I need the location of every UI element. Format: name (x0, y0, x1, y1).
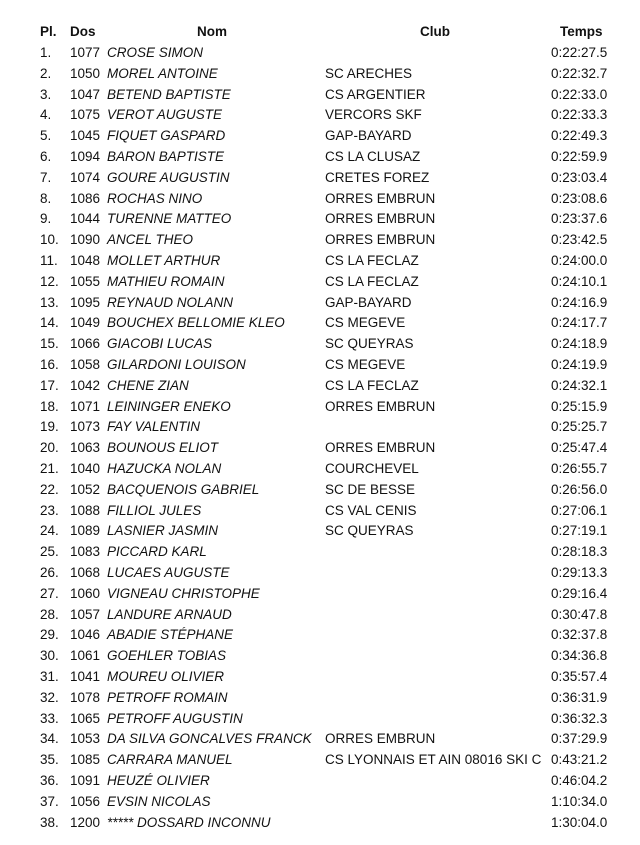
name-cell: GOURE AUGUSTIN (107, 169, 230, 185)
bib-cell: 1094 (70, 149, 101, 164)
bib-cell: 1060 (70, 585, 101, 601)
club-cell: VERCORS SKF (325, 107, 422, 123)
club-cell: CS ARGENTIER (325, 86, 426, 102)
table-row (0, 565, 640, 586)
name-cell: BARON BAPTISTE (107, 149, 225, 164)
bib-cell: 1055 (70, 273, 101, 289)
bib-cell: 1088 (70, 502, 101, 518)
table-row (0, 170, 640, 191)
bib-cell: 1074 (70, 169, 101, 185)
bib-cell: 1075 (70, 107, 101, 123)
name-cell: FIQUET GASPARD (107, 128, 226, 144)
bib-cell: 1047 (70, 86, 101, 102)
place-cell: 13. (40, 294, 59, 310)
table-row (0, 232, 640, 253)
bib-cell: 1200 (70, 814, 101, 830)
time-cell: 0:36:31.9 (551, 689, 608, 705)
table-row (0, 523, 640, 544)
club-cell: CS VAL CENIS (325, 502, 417, 518)
bib-cell: 1049 (70, 315, 101, 331)
name-cell: BETEND BAPTISTE (107, 86, 231, 102)
name-cell: ABADIE STÉPHANE (107, 627, 234, 643)
place-cell: 32. (40, 689, 59, 705)
place-cell: 24. (40, 523, 59, 539)
bib-cell: 1044 (70, 211, 101, 227)
place-cell: 9. (40, 211, 52, 227)
place-cell: 25. (40, 544, 59, 560)
table-row (0, 544, 640, 565)
time-cell: 0:25:15.9 (551, 398, 608, 414)
time-cell: 0:25:25.7 (551, 419, 608, 435)
bib-cell: 1091 (70, 773, 101, 788)
place-cell: 16. (40, 357, 59, 372)
time-cell: 0:26:56.0 (551, 481, 608, 497)
bib-cell: 1052 (70, 481, 101, 497)
bib-cell: 1071 (70, 398, 101, 414)
name-cell: FILLIOL JULES (107, 502, 202, 518)
place-cell: 20. (40, 440, 59, 456)
bib-cell: 1086 (70, 190, 101, 206)
table-row (0, 419, 640, 440)
bib-cell: 1042 (70, 377, 101, 393)
table-row (0, 191, 640, 212)
time-cell: 0:32:37.8 (551, 627, 608, 643)
header-pl: Pl. (40, 24, 57, 39)
time-cell: 0:24:32.1 (551, 377, 608, 393)
name-cell: VEROT AUGUSTE (107, 107, 223, 123)
table-row (0, 794, 640, 815)
name-cell: BOUNOUS ELIOT (107, 440, 219, 456)
name-cell: GOEHLER TOBIAS (107, 648, 227, 664)
place-cell: 33. (40, 710, 59, 726)
name-cell: CHENE ZIAN (107, 377, 189, 393)
club-cell: CS LA CLUSAZ (325, 149, 421, 164)
club-cell: SC ARECHES (325, 65, 413, 81)
name-cell: TURENNE MATTEO (107, 211, 232, 227)
time-cell: 0:24:16.9 (551, 294, 608, 310)
time-cell: 0:37:29.9 (551, 731, 608, 747)
table-row (0, 440, 640, 461)
header-nom: Nom (197, 24, 227, 39)
name-cell: LASNIER JASMIN (107, 523, 219, 539)
bib-cell: 1077 (70, 45, 101, 60)
bib-cell: 1045 (70, 128, 101, 144)
name-cell: MOREL ANTOINE (107, 65, 218, 81)
bib-cell: 1050 (70, 65, 101, 81)
header-club: Club (420, 24, 450, 39)
time-cell: 0:23:08.6 (551, 190, 608, 206)
place-cell: 17. (40, 377, 59, 393)
place-cell: 15. (40, 336, 59, 352)
place-cell: 35. (40, 752, 59, 768)
table-row (0, 731, 640, 752)
time-cell: 0:26:55.7 (551, 461, 608, 476)
name-cell: GIACOBI LUCAS (107, 336, 213, 352)
place-cell: 29. (40, 627, 59, 643)
table-row (0, 669, 640, 690)
club-cell: ORRES EMBRUN (325, 190, 436, 206)
time-cell: 0:24:17.7 (551, 315, 608, 331)
name-cell: MOLLET ARTHUR (107, 253, 221, 268)
place-cell: 5. (40, 128, 52, 144)
bib-cell: 1078 (70, 689, 101, 705)
bib-cell: 1046 (70, 627, 101, 643)
place-cell: 19. (40, 419, 59, 435)
place-cell: 21. (40, 461, 59, 476)
place-cell: 23. (40, 502, 59, 518)
header-temps: Temps (560, 24, 603, 39)
time-cell: 0:23:42.5 (551, 232, 608, 248)
time-cell: 0:22:27.5 (551, 45, 608, 60)
bib-cell: 1057 (70, 606, 101, 622)
time-cell: 0:43:21.2 (551, 752, 608, 768)
time-cell: 0:24:00.0 (551, 253, 608, 268)
club-cell: CS LA FECLAZ (325, 273, 419, 289)
time-cell: 1:10:34.0 (551, 793, 608, 809)
time-cell: 0:36:32.3 (551, 710, 608, 726)
place-cell: 14. (40, 315, 59, 331)
club-cell: CS MEGEVE (325, 315, 406, 331)
time-cell: 0:22:33.0 (551, 86, 608, 102)
time-cell: 0:25:47.4 (551, 440, 608, 456)
name-cell: LUCAES AUGUSTE (107, 565, 230, 580)
name-cell: PETROFF AUGUSTIN (107, 710, 243, 726)
table-row (0, 482, 640, 503)
name-cell: LANDURE ARNAUD (107, 606, 232, 622)
club-cell: CRETES FOREZ (325, 169, 430, 185)
place-cell: 10. (40, 232, 59, 248)
bib-cell: 1073 (70, 419, 101, 435)
place-cell: 3. (40, 86, 52, 102)
place-cell: 22. (40, 481, 59, 497)
name-cell: GILARDONI LOUISON (107, 357, 246, 372)
time-cell: 0:29:13.3 (551, 565, 608, 580)
time-cell: 0:27:06.1 (551, 502, 608, 518)
table-row (0, 87, 640, 108)
club-cell: COURCHEVEL (325, 461, 419, 476)
club-cell: CS LYONNAIS ET AIN 08016 SKI C (325, 752, 542, 768)
place-cell: 8. (40, 190, 52, 206)
time-cell: 0:24:18.9 (551, 336, 608, 352)
place-cell: 27. (40, 585, 59, 601)
name-cell: REYNAUD NOLANN (107, 294, 234, 310)
name-cell: EVSIN NICOLAS (107, 793, 211, 809)
bib-cell: 1061 (70, 648, 101, 664)
table-row (0, 461, 640, 482)
table-row (0, 815, 640, 836)
place-cell: 18. (40, 398, 59, 414)
bib-cell: 1090 (70, 232, 101, 248)
club-cell: CS LA FECLAZ (325, 253, 419, 268)
name-cell: ROCHAS NINO (107, 190, 203, 206)
name-cell: HAZUCKA NOLAN (107, 461, 222, 476)
place-cell: 34. (40, 731, 59, 747)
table-row (0, 690, 640, 711)
name-cell: CARRARA MANUEL (107, 752, 233, 768)
table-row (0, 399, 640, 420)
club-cell: ORRES EMBRUN (325, 232, 436, 248)
bib-cell: 1068 (70, 565, 101, 580)
table-row (0, 128, 640, 149)
name-cell: DA SILVA GONCALVES FRANCK (107, 731, 312, 747)
club-cell: CS MEGEVE (325, 357, 406, 372)
place-cell: 7. (40, 169, 52, 185)
club-cell: GAP-BAYARD (325, 294, 412, 310)
table-row (0, 295, 640, 316)
time-cell: 0:22:33.3 (551, 107, 608, 123)
bib-cell: 1040 (70, 461, 101, 476)
name-cell: HEUZÉ OLIVIER (107, 773, 210, 788)
bib-cell: 1056 (70, 793, 101, 809)
bib-cell: 1089 (70, 523, 101, 539)
bib-cell: 1083 (70, 544, 101, 560)
table-row (0, 357, 640, 378)
time-cell: 0:30:47.8 (551, 606, 608, 622)
name-cell: BOUCHEX BELLOMIE KLEO (107, 315, 285, 331)
club-cell: ORRES EMBRUN (325, 211, 436, 227)
time-cell: 0:23:03.4 (551, 169, 608, 185)
name-cell: BACQUENOIS GABRIEL (107, 481, 260, 497)
club-cell: SC QUEYRAS (325, 336, 414, 352)
name-cell: ***** DOSSARD INCONNU (107, 814, 271, 830)
table-row (0, 315, 640, 336)
place-cell: 31. (40, 669, 59, 684)
table-row (0, 253, 640, 274)
table-row (0, 607, 640, 628)
table-row (0, 45, 640, 66)
table-row (0, 752, 640, 773)
table-row (0, 336, 640, 357)
table-row (0, 773, 640, 794)
bib-cell: 1063 (70, 440, 101, 456)
header-dos: Dos (70, 24, 96, 39)
club-cell: ORRES EMBRUN (325, 731, 436, 747)
club-cell: SC QUEYRAS (325, 523, 414, 539)
place-cell: 30. (40, 648, 59, 664)
name-cell: VIGNEAU CHRISTOPHE (107, 585, 260, 601)
bib-cell: 1065 (70, 710, 101, 726)
time-cell: 0:23:37.6 (551, 211, 608, 227)
name-cell: LEININGER ENEKO (107, 398, 231, 414)
table-row (0, 66, 640, 87)
table-row (0, 711, 640, 732)
place-cell: 36. (40, 773, 59, 788)
time-cell: 0:22:59.9 (551, 149, 608, 164)
time-cell: 0:29:16.4 (551, 585, 608, 601)
table-row (0, 274, 640, 295)
name-cell: ANCEL THEO (107, 232, 194, 248)
club-cell: ORRES EMBRUN (325, 398, 436, 414)
time-cell: 0:27:19.1 (551, 523, 608, 539)
time-cell: 0:24:19.9 (551, 357, 608, 372)
club-cell: GAP-BAYARD (325, 128, 412, 144)
time-cell: 0:22:49.3 (551, 128, 608, 144)
club-cell: SC DE BESSE (325, 481, 416, 497)
bib-cell: 1041 (70, 669, 101, 684)
time-cell: 0:35:57.4 (551, 669, 608, 684)
place-cell: 11. (40, 253, 58, 268)
bib-cell: 1085 (70, 752, 101, 768)
time-cell: 0:28:18.3 (551, 544, 608, 560)
place-cell: 37. (40, 793, 59, 809)
name-cell: FAY VALENTIN (107, 419, 201, 435)
place-cell: 2. (40, 65, 52, 81)
place-cell: 1. (40, 45, 52, 60)
table-row (0, 586, 640, 607)
club-cell: ORRES EMBRUN (325, 440, 436, 456)
table-row (0, 627, 640, 648)
time-cell: 0:24:10.1 (551, 273, 608, 289)
table-row (0, 149, 640, 170)
name-cell: PICCARD KARL (107, 544, 207, 560)
place-cell: 38. (40, 814, 59, 830)
table-row (0, 503, 640, 524)
club-cell: CS LA FECLAZ (325, 377, 419, 393)
table-row (0, 378, 640, 399)
place-cell: 6. (40, 149, 52, 164)
name-cell: MOUREU OLIVIER (107, 669, 225, 684)
time-cell: 0:34:36.8 (551, 648, 608, 664)
place-cell: 12. (40, 273, 59, 289)
bib-cell: 1066 (70, 336, 101, 352)
bib-cell: 1095 (70, 294, 101, 310)
time-cell: 0:22:32.7 (551, 65, 608, 81)
place-cell: 4. (40, 107, 52, 123)
table-row (0, 107, 640, 128)
name-cell: CROSE SIMON (107, 45, 204, 60)
table-row (0, 211, 640, 232)
bib-cell: 1053 (70, 731, 101, 747)
name-cell: PETROFF ROMAIN (107, 689, 228, 705)
time-cell: 1:30:04.0 (551, 814, 608, 830)
bib-cell: 1058 (70, 357, 101, 372)
place-cell: 28. (40, 606, 59, 622)
name-cell: MATHIEU ROMAIN (107, 273, 225, 289)
time-cell: 0:46:04.2 (551, 773, 608, 788)
bib-cell: 1048 (70, 253, 101, 268)
table-row (0, 648, 640, 669)
place-cell: 26. (40, 565, 59, 580)
